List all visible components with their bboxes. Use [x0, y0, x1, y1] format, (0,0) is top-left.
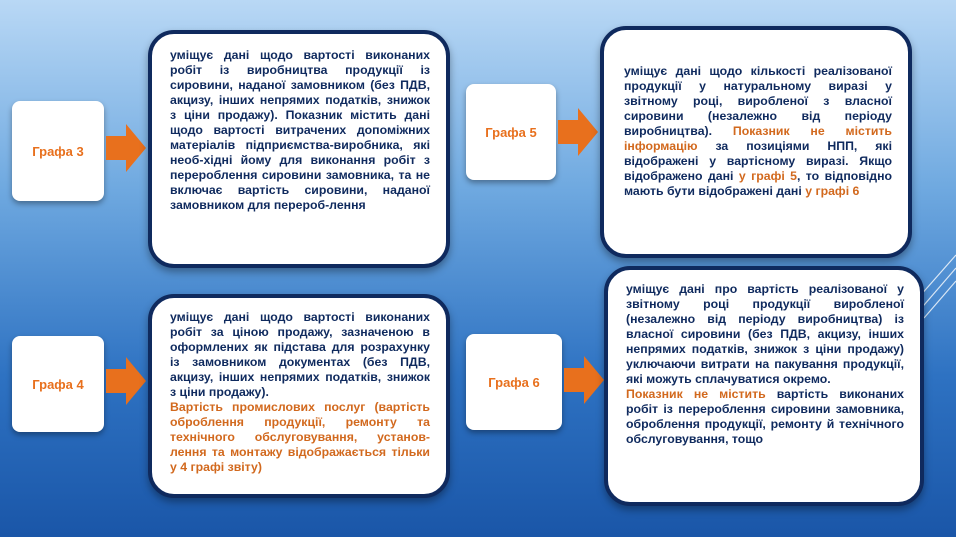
label-grafa-6 — [466, 334, 562, 430]
grafa-4-description: уміщує дані щодо вартості виконаних робіт за ціною продажу, зазначеною в оформлених як підстава для розрахунку із замовником документах (без ПДВ, акцизу, інших непрямих податків, знижок з ціни продажу). — [170, 310, 430, 399]
label-grafa-4-text: Графа 4 — [32, 376, 84, 392]
arrow-right-icon — [564, 356, 604, 404]
text-box-grafa-6 — [604, 266, 924, 506]
label-grafa-5 — [466, 84, 556, 180]
text-box-grafa-5 — [600, 26, 912, 258]
label-grafa-5-text: Графа 5 — [485, 124, 537, 140]
grafa-6-text-2: вартість виконаних робіт із перероблення сировини замовника, оброблення продукції, ремонту й технічного обслуговування, тощо — [626, 387, 904, 446]
grafa-4-note: Вартість промислових послуг (вартість оброблення продукції, ремонту та технічного обслуговування, установ-лення та монтажу відображається тільки у 4 графі звіту) — [170, 400, 430, 474]
grafa-5-text-1: уміщує дані щодо кількості реалізованої продукції у натуральному виразі у звітному році, виробленої з власної сировини (незалежно від періоду виробництва). — [624, 64, 892, 138]
label-grafa-3-text: Графа 3 — [32, 143, 84, 159]
grafa-6-note — [626, 387, 904, 447]
grafa-6-description: уміщує дані про вартість реалізованої у звітному році продукції виробленої (незалежно від періоду виробництва) із власної сировини (без ПДВ, акцизу, інших непрямих податків, знижок з ціни продажу) уключаючи витрати на пакування продукції, які можуть сплачуватися окремо. — [626, 282, 904, 386]
label-grafa-3 — [12, 101, 104, 201]
grafa-5-description — [624, 64, 892, 199]
arrow-right-icon — [106, 124, 146, 172]
arrow-right-icon — [106, 357, 146, 405]
grafa-5-accent-3: у графі 6 — [805, 184, 860, 198]
grafa-6-accent-1: Показник не містить — [626, 387, 766, 401]
grafa-5-accent-1: Показник не містить інформацію — [624, 124, 892, 153]
text-box-grafa-3 — [148, 30, 450, 268]
grafa-5-text-2: за позиціями НПП, які відображені у вартісному виразі. Якщо відображено дані — [624, 139, 892, 183]
label-grafa-4 — [12, 336, 104, 432]
arrow-right-icon — [558, 108, 598, 156]
grafa-5-accent-2: у графі 5 — [738, 169, 797, 183]
text-box-grafa-4 — [148, 294, 450, 498]
label-grafa-6-text: Графа 6 — [488, 374, 540, 390]
grafa-3-description: уміщує дані щодо вартості виконаних робіт із виробництва продукції із сировини, наданої замовником (без ПДВ, акцизу, інших непрямих податків, знижок з ціни продажу). Показник містить дані щодо вартості витрачених допоміжних матеріалів підприємства-виробника, які необ-хідні йому для виконання робіт з перероблення сировини замовника, та не включає вартість сировини, наданої замовником для перероб-лення — [170, 48, 430, 212]
grafa-5-text-3: , то відповідно мають бути відображені дані — [624, 169, 893, 198]
